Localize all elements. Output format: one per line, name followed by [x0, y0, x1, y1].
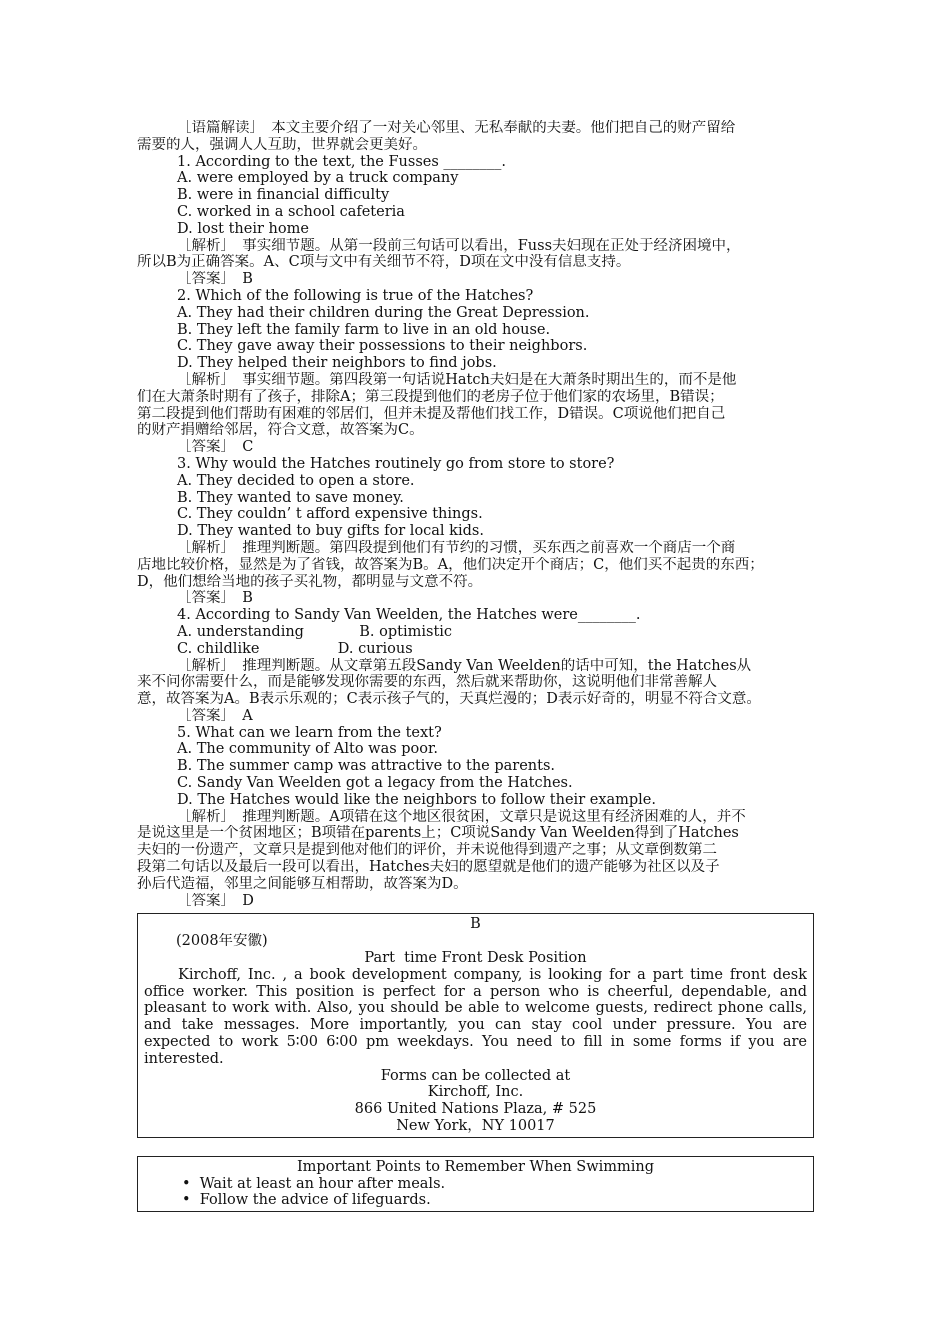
question-stem: 4. According to Sandy Van Weelden, the Hatches were________. [177, 607, 641, 624]
option-item: B. They wanted to save money. [177, 489, 404, 506]
option-item: A. They had their children during the Great Depression. [177, 304, 590, 321]
analysis-line: D，他们想给当地的孩子买礼物，都明显与文意不符。 [137, 573, 483, 590]
analysis-line: ［解析］ 推理判断题。A项错在这个地区很贫困，文章只是说这里有经济困难的人，并不 [177, 808, 746, 825]
bullet-item: • Follow the advice of lifeguards. [182, 1192, 431, 1209]
address-line-2: Kirchoff, Inc. [427, 1084, 524, 1101]
swimming-title: Important Points to Remember When Swimming [296, 1158, 655, 1175]
question-stem: 3. Why would the Hatches routinely go from store to store? [177, 455, 615, 472]
analysis-line: 段第二句话以及最后一段可以看出，Hatches夫妇的愿望就是他们的遗产能够为社区以及子 [137, 859, 720, 876]
analysis-line: 店地比较价格，显然是为了省钱，故答案为B。A，他们决定开个商店；C，他们买不起贵的东西； [137, 556, 764, 573]
swimming-points-box [137, 1156, 814, 1212]
option-item: B. The summer camp was attractive to the parents. [177, 758, 556, 775]
question-block [137, 288, 814, 456]
analysis-line: 们在大萧条时期有了孩子，排除A；第三段提到他们的老房子位于他们家的农场里，B错误； [137, 388, 724, 405]
section-letter: B [470, 916, 481, 933]
question-block [137, 154, 814, 288]
option-item: C. Sandy Van Weelden got a legacy from the Hatches. [177, 775, 573, 792]
question-block [137, 725, 814, 910]
address-line-1: Forms can be collected at [380, 1067, 571, 1084]
ad-title: Part time Front Desk Position [364, 950, 587, 967]
question-block [137, 607, 814, 725]
option-item: C. They gave away their possessions to their neighbors. [177, 338, 588, 355]
option-item: B. were in financial difficulty [177, 187, 390, 204]
question-stem: 2. Which of the following is true of the Hatches? [177, 287, 534, 304]
option-item: D. The Hatches would like the neighbors to follow their example. [177, 791, 656, 808]
analysis-line: ［解析］ 事实细节题。第四段第一句话说Hatch夫妇是在大萧条时期出生的，而不是他 [177, 371, 737, 388]
document-page [137, 120, 814, 1212]
option-item: A. understanding B. optimistic [177, 623, 453, 640]
analysis-line: 第二段提到他们帮助有困难的邻居们，但并未提及帮他们找工作，D错误。C项说他们把自己 [137, 405, 726, 422]
analysis-line: 的财产捐赠给邻居，符合文意，故答案为C。 [137, 422, 424, 439]
analysis-line: 所以B为正确答案。A、C项与文中有关细节不符，D项在文中没有信息支持。 [137, 254, 631, 271]
question-stem: 5. What can we learn from the text? [177, 724, 442, 741]
reading-intro [137, 120, 814, 154]
option-item: D. They wanted to buy gifts for local kids. [177, 523, 484, 540]
option-item: C. childlike D. curious [177, 640, 413, 657]
answer-line: ［答案］ B [177, 590, 253, 607]
option-item: B. They left the family farm to live in an old house. [177, 321, 551, 338]
source-label: (2008年安徽) [176, 933, 268, 950]
option-item: D. They helped their neighbors to find jobs. [177, 355, 497, 372]
analysis-line: 来不问你需要什么，而是能够发现你需要的东西，然后就来帮助你，这说明他们非常善解人 [137, 674, 717, 691]
bullet-item: • Wait at least an hour after meals. [182, 1175, 446, 1192]
option-item: A. The community of Alto was poor. [177, 741, 438, 758]
option-item: A. They decided to open a store. [177, 472, 415, 489]
analysis-line: 意，故答案为A。B表示乐观的；C表示孩子气的，天真烂漫的；D表示好奇的，明显不符合文意。 [137, 691, 761, 708]
option-item: C. worked in a school cafeteria [177, 203, 405, 220]
question-list [137, 154, 814, 910]
question-block [137, 456, 814, 607]
analysis-line: 夫妇的一份遗产，文章只是提到他对他们的评价，并未说他得到遗产之事；从文章倒数第二 [137, 842, 717, 859]
option-item: D. lost their home [177, 220, 309, 237]
option-item: C. They couldn’ t afford expensive things. [177, 506, 483, 523]
answer-line: ［答案］ B [177, 271, 253, 288]
question-stem: 1. According to the text, the Fusses ________. [177, 153, 506, 170]
address-line-3: 866 United Nations Plaza, # 525 [354, 1101, 597, 1118]
passage-b-box [137, 913, 814, 1137]
analysis-line: 孙后代造福，邻里之间能够互相帮助，故答案为D。 [137, 875, 468, 892]
analysis-line: ［解析］ 推理判断题。第四段提到他们有节约的习惯，买东西之前喜欢一个商店一个商 [177, 539, 736, 556]
analysis-line: 是说这里是一个贫困地区；B项错在parents上；C项说Sandy Van Weelden得到了Hatches [137, 825, 739, 842]
ad-body: Kirchoff, Inc. , a book development company, is looking for a part time front desk office worker. This position is perfect for a person who is cheerful, dependable, and pleasant to work with. Also, you should be able to welcome guests, redirect phone calls, and take messages. More importantly, you can stay cool under pressure. You are expected to work 5∶00 6∶00 pm weekdays. You need to fill in some forms if you are interested. [144, 966, 807, 1067]
analysis-line: ［解析］ 事实细节题。从第一段前三句话可以看出，Fuss夫妇现在正处于经济困境中， [177, 237, 741, 254]
answer-line: ［答案］ C [177, 439, 254, 456]
address-line-4: New York，NY 10017 [396, 1118, 555, 1135]
option-item: A. were employed by a truck company [177, 170, 459, 187]
answer-line: ［答案］ D [177, 892, 254, 909]
answer-line: ［答案］ A [177, 707, 253, 724]
analysis-line: ［解析］ 推理判断题。从文章第五段Sandy Van Weelden的话中可知，the Hatches从 [177, 657, 752, 674]
intro-line: 需要的人，强调人人互助，世界就会更美好。 [137, 136, 427, 153]
intro-line: ［语篇解读］ 本文主要介绍了一对关心邻里、无私奉献的夫妻。他们把自己的财产留给 [177, 120, 736, 136]
